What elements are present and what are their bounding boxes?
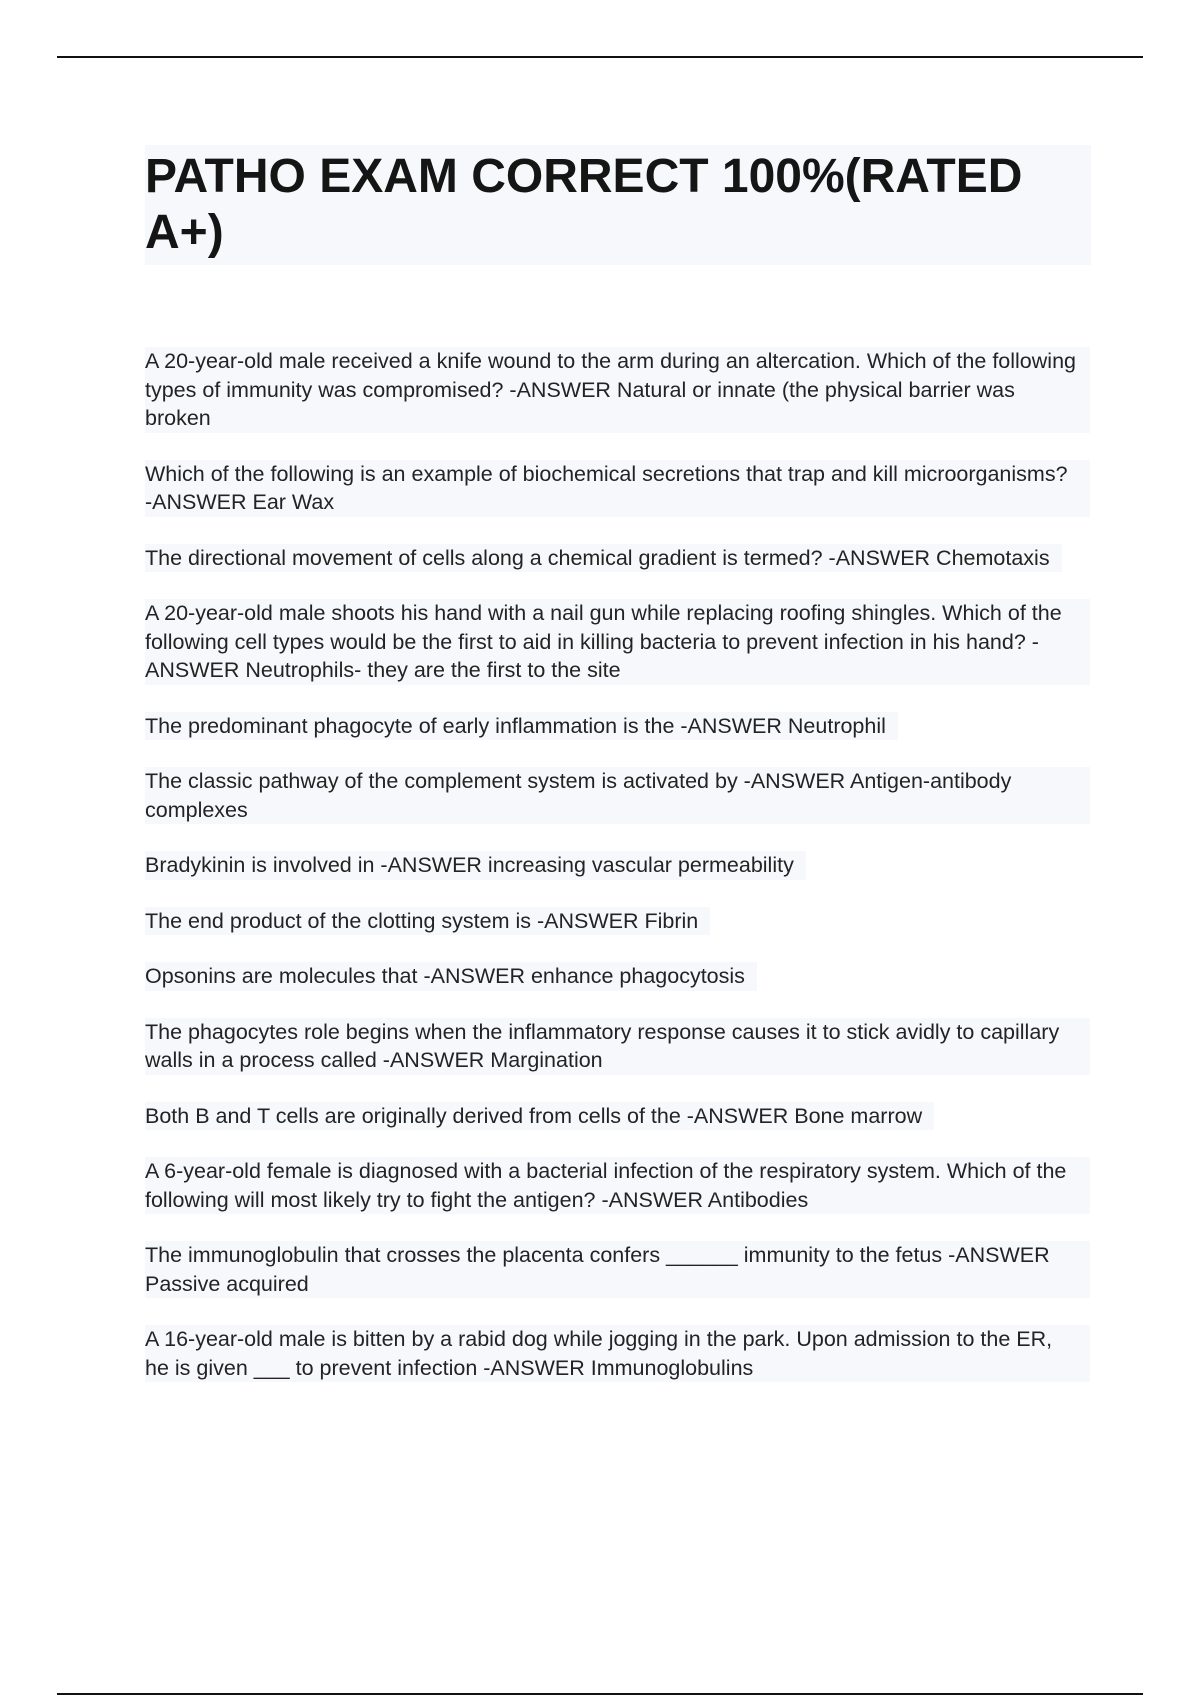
qa-item: The end product of the clotting system is -ANSWER Fibrin <box>145 907 710 936</box>
qa-item: A 16-year-old male is bitten by a rabid dog while jogging in the park. Upon admission to the ER, he is given ___ to prevent infection -ANSWER Immunoglobulins <box>145 1325 1090 1382</box>
qa-item: The classic pathway of the complement system is activated by -ANSWER Antigen-antibody complexes <box>145 767 1090 824</box>
qa-item: The predominant phagocyte of early inflammation is the -ANSWER Neutrophil <box>145 712 898 741</box>
qa-item: Both B and T cells are originally derived from cells of the -ANSWER Bone marrow <box>145 1102 934 1131</box>
qa-item: Opsonins are molecules that -ANSWER enhance phagocytosis <box>145 962 757 991</box>
qa-item: The directional movement of cells along a chemical gradient is termed? -ANSWER Chemotaxis <box>145 544 1062 573</box>
bottom-divider <box>57 1693 1143 1695</box>
qa-item: Bradykinin is involved in -ANSWER increasing vascular permeability <box>145 851 806 880</box>
top-divider <box>57 56 1143 58</box>
qa-list <box>145 347 1090 1409</box>
qa-item: A 6-year-old female is diagnosed with a bacterial infection of the respiratory system. Which of the following will most likely try to fight the antigen? -ANSWER Antibodies <box>145 1157 1090 1214</box>
document-body <box>145 145 1090 1409</box>
document-title: PATHO EXAM CORRECT 100%(RATED A+) <box>145 145 1091 265</box>
qa-item: The phagocytes role begins when the inflammatory response causes it to stick avidly to capillary walls in a process called -ANSWER Margination <box>145 1018 1090 1075</box>
qa-item: A 20-year-old male received a knife wound to the arm during an altercation. Which of the following types of immunity was compromised? -ANSWER Natural or innate (the physical barrier was broken <box>145 347 1090 433</box>
qa-item: A 20-year-old male shoots his hand with a nail gun while replacing roofing shingles. Which of the following cell types would be the first to aid in killing bacteria to prevent infection in his hand? -ANSWER Neutrophils- they are the first to the site <box>145 599 1090 685</box>
qa-item: Which of the following is an example of biochemical secretions that trap and kill microorganisms? -ANSWER Ear Wax <box>145 460 1090 517</box>
qa-item: The immunoglobulin that crosses the placenta confers ______ immunity to the fetus -ANSWER Passive acquired <box>145 1241 1090 1298</box>
